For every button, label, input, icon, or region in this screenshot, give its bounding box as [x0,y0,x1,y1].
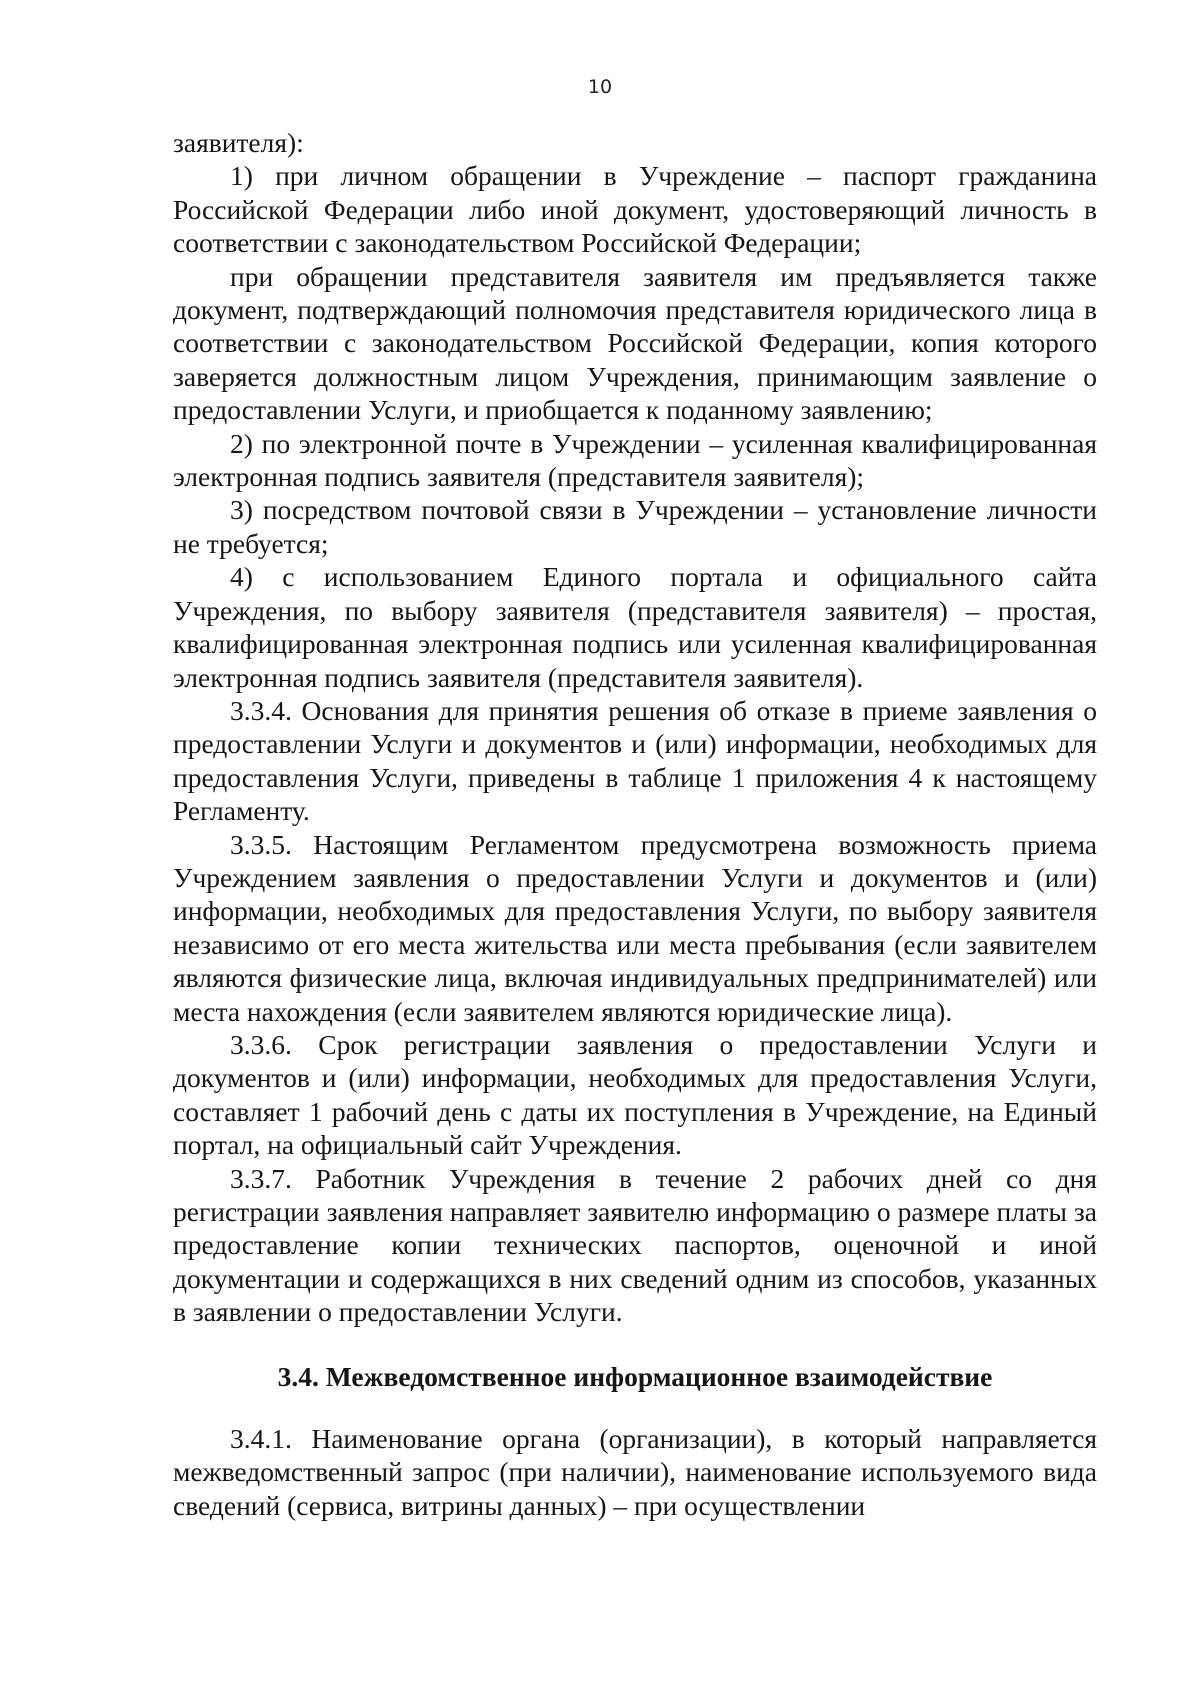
paragraph-item-3: 3) посредством почтовой связи в Учреждении – установление личности не требуется; [173,494,1097,559]
paragraph-item-2: 2) по электронной почте в Учреждении – усиленная квалифицированная электронная подпись заявителя (представителя заявителя); [173,427,1097,493]
paragraph-item-1: 1) при личном обращении в Учреждение – паспорт гражданина Российской Федерации либо иной документ, удостоверяющий личность в соответствии с законодательством Российской Федерации; [173,160,1097,259]
paragraph-3-3-4: 3.3.4. Основания для принятия решения об отказе в приеме заявления о предоставлении Услуги и документов и (или) информации, необходимых для предоставления Услуги, приведены в таблице 1 приложения 4 к настоящему Регламенту. [173,694,1097,827]
document-body [173,126,1097,1522]
paragraph-3-4-1: 3.4.1. Наименование органа (организации), в который направляется межведомственный запрос (при наличии), наименование используемого вида сведений (сервиса, витрины данных) – при осуществлении [173,1423,1097,1521]
page-number: 10 [587,76,613,98]
section-heading-3-4: 3.4. Межведомственное информационное взаимодействие [277,1360,993,1392]
paragraph-3-3-6: 3.3.6. Срок регистрации заявления о предоставлении Услуги и документов и (или) информации, необходимых для предоставления Услуги, составляет 1 рабочий день с даты их поступления в Учреждение, на Единый портал, на официальный сайт Учреждения. [173,1028,1097,1161]
paragraph-representative: при обращении представителя заявителя им предъявляется также документ, подтверждающий полномочия представителя юридического лица в соответствии с законодательством Российской Федерации, копия которого заверяется должностным лицом Учреждения, принимающим заявление о предоставлении Услуги, и приобщается к поданному заявлению; [173,260,1097,426]
paragraph-item-4: 4) с использованием Единого портала и официального сайта Учреждения, по выбору заявителя (представителя заявителя) – простая, квалифицированная электронная подпись или усиленная квалифицированная электронная подпись заявителя (представителя заявителя). [173,561,1097,693]
paragraph-3-3-5: 3.3.5. Настоящим Регламентом предусмотрена возможность приема Учреждением заявления о предоставлении Услуги и документов и (или) информации, необходимых для предоставления Услуги, по выбору заявителя независимо от его места жительства или места пребывания (если заявителем являются физические лица, включая индивидуальных предпринимателей) или места нахождения (если заявителем являются юридические лица). [173,828,1097,1027]
paragraph-continuation: заявителя): [173,127,304,158]
paragraph-3-3-7: 3.3.7. Работник Учреждения в течение 2 рабочих дней со дня регистрации заявления направляет заявителю информацию о размере платы за предоставление копии технических паспортов, оценочной и иной документации и содержащихся в них сведений одним из способов, указанных в заявлении о предоставлении Услуги. [173,1162,1097,1328]
